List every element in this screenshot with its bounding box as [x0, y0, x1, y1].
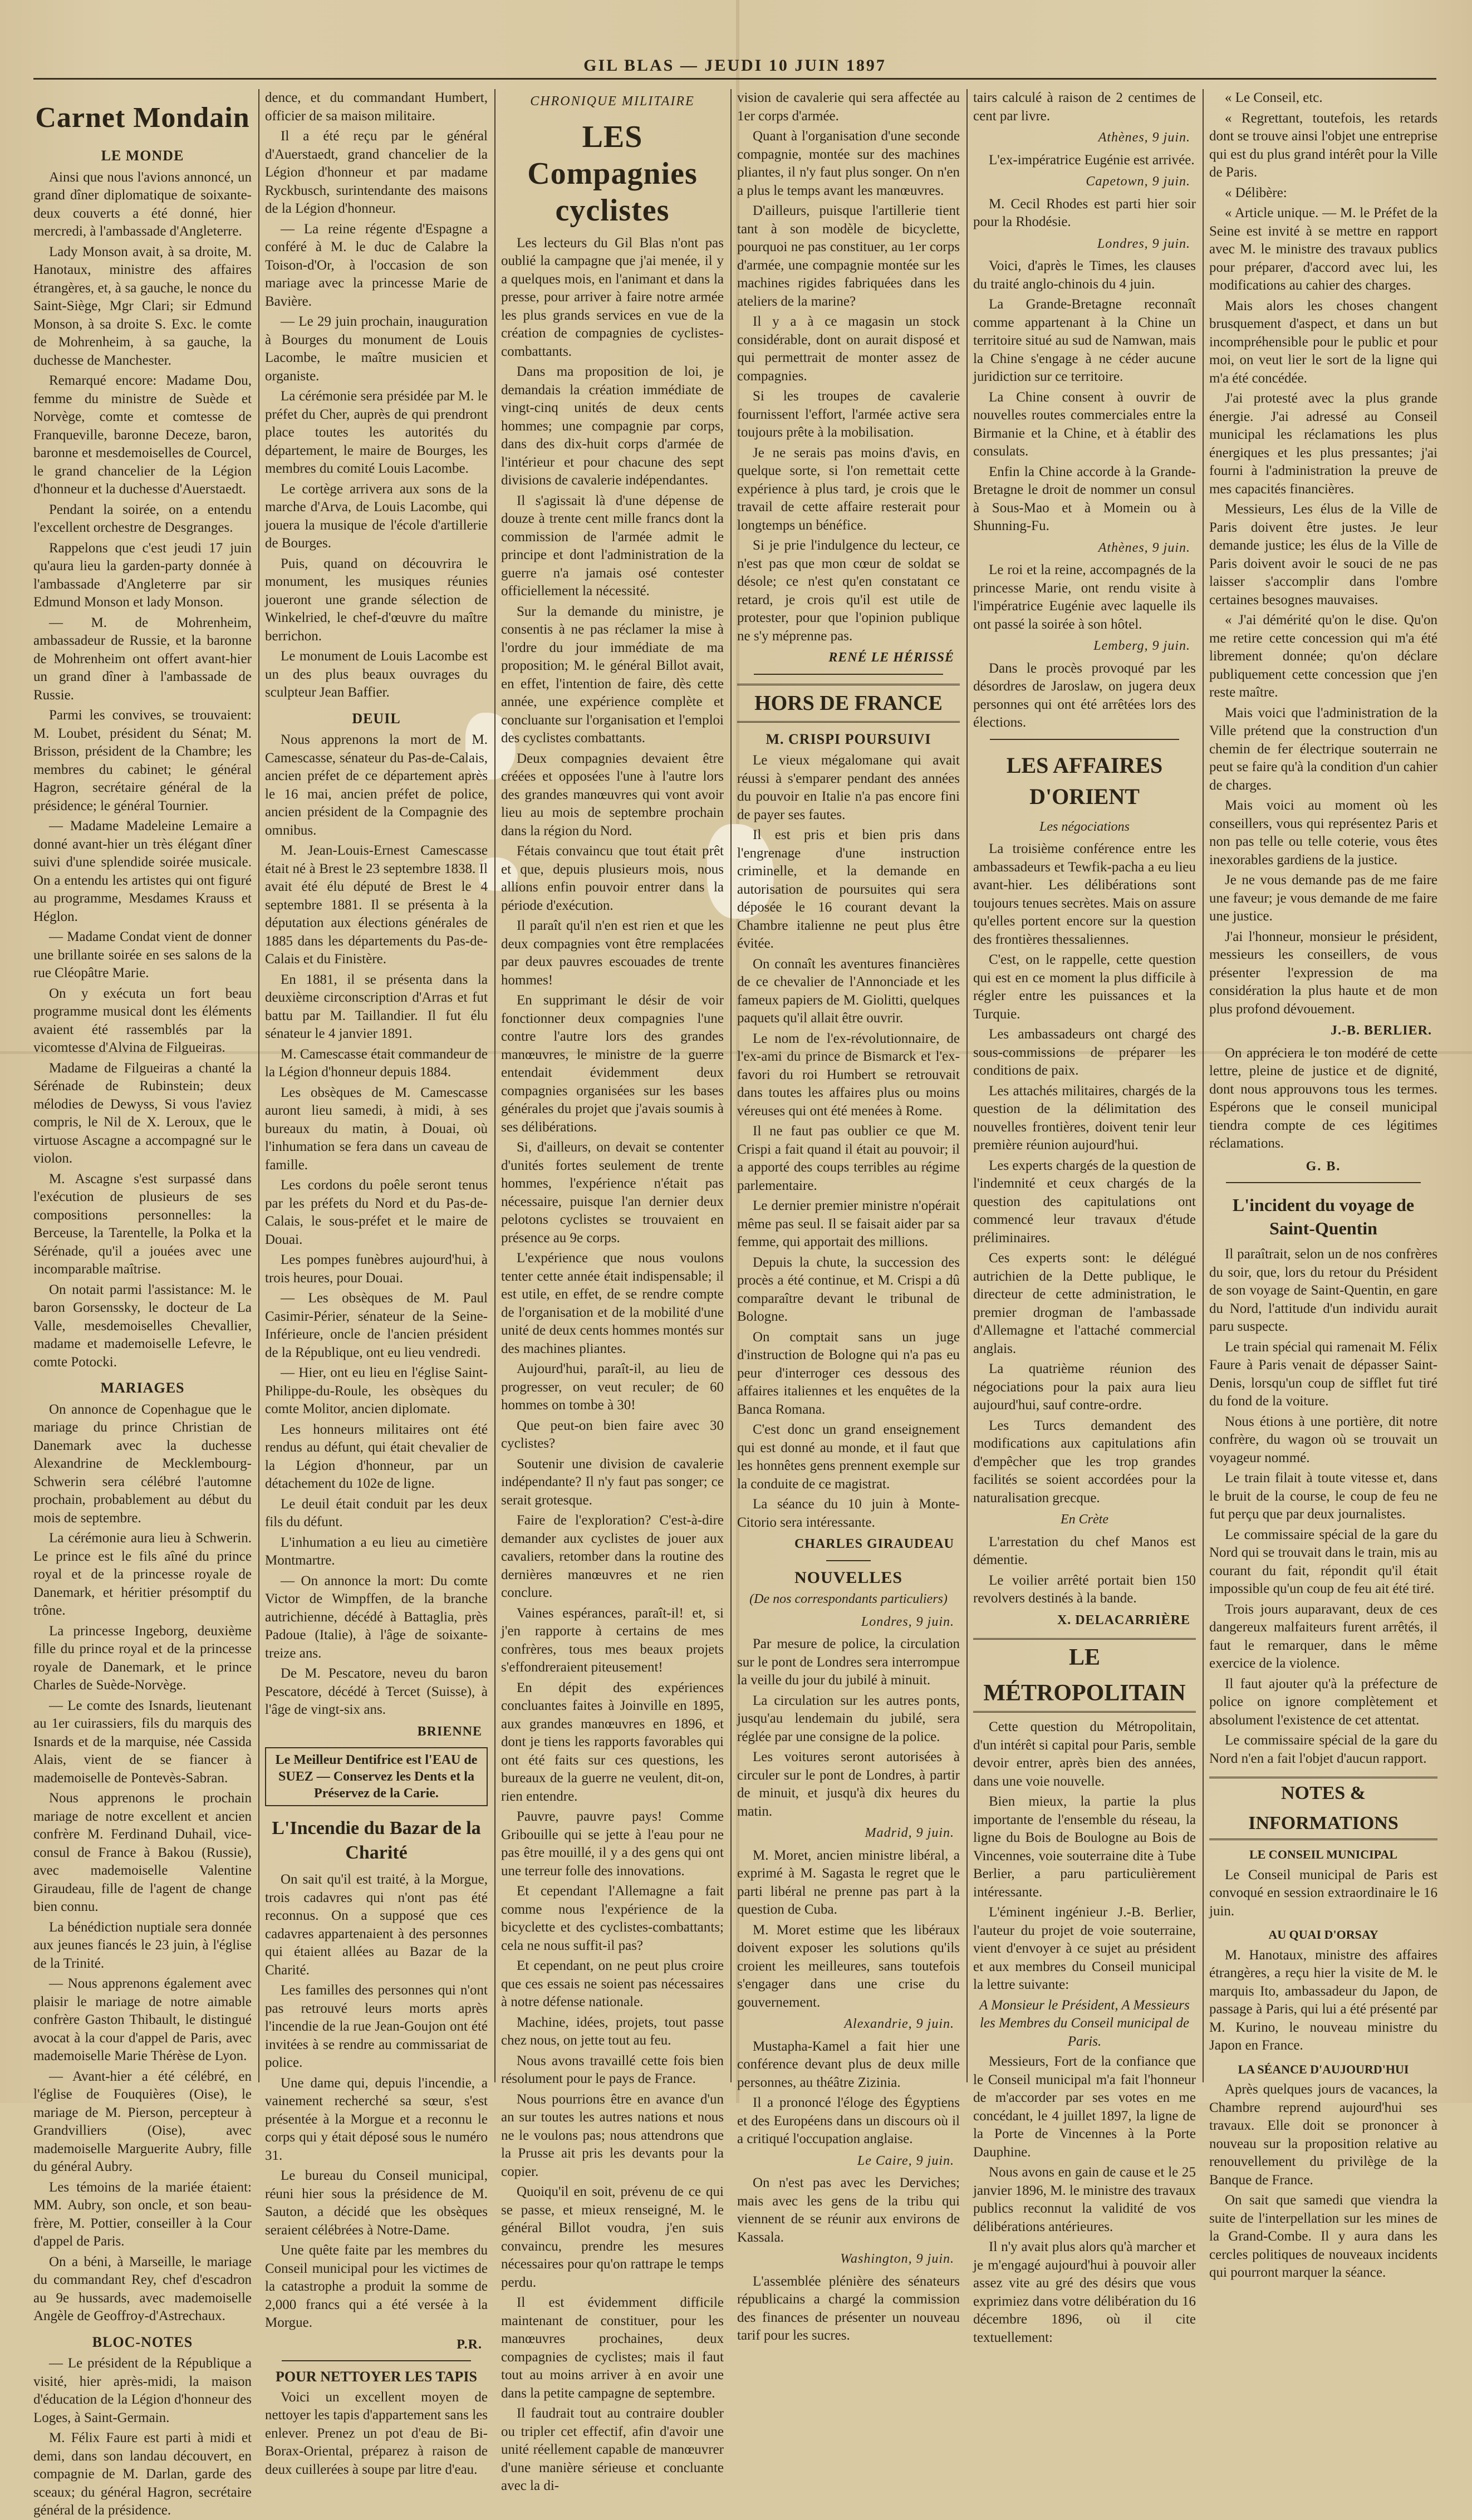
article-paragraph: Le cortège arrivera aux sons de la marche d'Arva, de Louis Lacombe, qui jouera la musique de l'école d'artillerie de Bourges. [265, 481, 488, 551]
article-paragraph: Nous apprenons le prochain mariage de notre excellent et ancien confrère M. Ferdinand Duhail, vice-consul de France à Bakou (Russie), avec mademoiselle Valentine Giraudeau, fille de l'agent de change bien connu. [33, 1791, 252, 1914]
article-paragraph: Si je prie l'indulgence du lecteur, ce n'est pas que mon cœur de soldat se désole; ce n'est qu'en constatant ce retard, je crois qu'il est utile de protester, pour que l'opinion publique ne s'y méprenne pas. [737, 538, 960, 644]
dateline: Alexandrie, 9 juin. [844, 2017, 954, 2031]
article-paragraph: Le dernier premier ministre n'opérait même pas seul. Il se faisait aider par sa femme, qui apportait des millions. [737, 1198, 960, 1249]
article-paragraph: Fétais convaincu que tout était prêt et que, depuis plusieurs mois, nous allions enfin pouvoir entrer dans la période d'exécution. [501, 844, 724, 913]
article-paragraph: Deux compagnies devaient être créées et opposées l'une à l'autre lors des grandes manœuvres qui vont avoir lieu au mois de septembre prochain dans la région du Nord. [501, 751, 724, 839]
column-5 [973, 89, 1196, 2345]
article-paragraph: Il est pris et bien pris dans l'engrenage d'une instruction criminelle, et la demande en autorisation de poursuites qui sera déposée le 16 courant devant la Chambre italienne ne peut plus être évitée. [737, 827, 960, 951]
article-paragraph: Voici un excellent moyen de nettoyer les tapis d'appartement sans les enlever. Prenez un pot d'eau de Bi-Borax-Oriental, préparez à raison de deux cuillerées à soupe par litre d'eau. [265, 2389, 488, 2477]
article-paragraph: — Madame Condat vient de donner une brillante soirée en ses salons de la rue Cléopâtre Marie. [33, 929, 252, 980]
article-paragraph: La troisième conférence entre les ambassadeurs et Tewfik-pacha a eu lieu avant-hier. Les délibérations sont toujours tenues secrètes. Mais on assure qu'elles portent encore sur la question des frontières thessaliennes. [973, 841, 1196, 947]
article-paragraph: Faire de l'exploration? C'est-à-dire demander aux cyclistes de jouer aux cavaliers, retomber dans la routine des dernières manœuvres et ne rien conclure. [501, 1513, 724, 1600]
article-paragraph: Que peut-on bien faire avec 30 cyclistes? [501, 1418, 724, 1451]
article-paragraph: Les obsèques de M. Camescasse auront lieu samedi, à midi, à ses bureaux du matin, à Douai, où l'inhumation se fera dans un caveau de famille. [265, 1085, 488, 1173]
article-paragraph: D'ailleurs, puisque l'artillerie tient tant à son modèle de bicyclette, pourquoi ne pas constituer, au 1er corps d'armée, une compagnie montée sur les machines rigides fabriquées dans les ateliers de la marine? [737, 203, 960, 309]
article-paragraph: Les témoins de la mariée étaient: MM. Aubry, son oncle, et son beau-frère, M. Pottier, conseiller à la Cour d'appel de Paris. [33, 2179, 252, 2249]
article-paragraph: On notait parmi l'assistance: M. le baron Gorsenssky, le docteur de La Valle, mesdemoiselles Chevallier, madame et mademoiselle Lefevre, le comte Potocki. [33, 1282, 252, 1370]
article-paragraph: Dans le procès provoqué par les désordres de Jaroslaw, on jugera deux personnes qui ont été arrêtées lors des élections. [973, 660, 1196, 730]
article-paragraph: Les pompes funèbres aujourd'hui, à trois heures, pour Douai. [265, 1252, 488, 1286]
article-paragraph: Le voilier arrêté portait bien 150 revolvers destinés à la bande. [973, 1572, 1196, 1606]
article-paragraph: Enfin la Chine accorde à la Grande-Bretagne le droit de nommer un consul à Sous-Mao et à Momein ou à Shunning-Fu. [973, 464, 1196, 533]
article-paragraph: La quatrième réunion des négociations pour la paix aura lieu aujourd'hui, sauf contre-ordre. [973, 1361, 1196, 1413]
article-paragraph: L'ex-impératrice Eugénie est arrivée. [989, 152, 1195, 168]
article-paragraph: Les familles des personnes qui n'ont pas retrouvé leurs morts après l'incendie de la rue Jean-Goujon ont été invitées à se rendre au commissariat de police. [265, 1983, 488, 2070]
article-paragraph: Puis, quand on découvrira le monument, les musiques réunies joueront une grande sélection de Winkelried, le chef-d'œuvre du maître berrichon. [265, 556, 488, 644]
section-heading: BLOC-NOTES [92, 2333, 193, 2350]
article-paragraph: On y exécuta un fort beau programme musical dont les éléments avaient été rassemblés par la vicomtesse d'Alvina de Filgueiras. [33, 986, 252, 1055]
article-paragraph: Il faut ajouter qu'à la préfecture de police on ignore complètement et absolument l'existence de cet attentat. [1209, 1676, 1437, 1728]
article-paragraph: La séance du 10 juin à Monte-Citorio sera intéressante. [737, 1497, 960, 1530]
article-paragraph: tairs calculé à raison de 2 centimes de cent par livre. [973, 90, 1196, 124]
section-heading: MARIAGES [100, 1380, 185, 1396]
article-paragraph: Bien mieux, la partie la plus importante de l'ensemble du réseau, la ligne du Bois de Boulogne au Bois de Vincennes, voie souterraine dite à Tube Berlier, a paru particulièrement intéressante. [973, 1794, 1196, 1900]
article-paragraph: Il est évidemment difficile maintenant de constituer, pour les manœuvres prochaines, deux compagnies de cyclistes; mais il faut tout au moins arriver à en avoir une dans la petite campagne de septembre. [501, 2295, 724, 2401]
article-paragraph: Depuis la chute, la succession des procès a été continue, et M. Crispi a dû comparaître devant le tribunal de Bologne. [737, 1254, 960, 1324]
dateline: Athènes, 9 juin. [1098, 130, 1190, 145]
article-paragraph: On comptait sans un juge d'instruction de Bologne qui n'a pas eu peur d'interroger ces dessous des affaires italiennes et les enquêtes de la Banca Romana. [737, 1329, 960, 1417]
article-paragraph: M. Moret, ancien ministre libéral, a exprimé à M. Sagasta le regret que le parti libéral ne prenne pas part à la question de Cuba. [737, 1847, 960, 1917]
divider [754, 674, 943, 675]
dateline: Londres, 9 juin. [1097, 236, 1190, 251]
article-paragraph: — Madame Madeleine Lemaire a donné avant-hier un très élégant dîner suivi d'une splendide soirée musicale. On a entendu les artistes qui ont figuré au programme, Mesdames Krauss et Héglon. [33, 818, 252, 924]
article-paragraph: — Le président de la République a visité, hier après-midi, la maison d'éducation de la Légion d'honneur des Loges, à Saint-Germain. [33, 2356, 252, 2425]
article-paragraph: Messieurs, Les élus de la Ville de Paris doivent être justes. Je leur demande justice; les élus de la Ville de Paris doivent avoir le souci de ne pas laisser s'accomplir dans l'ombre certaines besognes mauvaises. [1209, 502, 1437, 607]
article-title: L'incident du voyage de Saint-Quentin [1232, 1195, 1415, 1238]
article-paragraph: Pendant la soirée, on a entendu l'excellent orchestre de Desgranges. [33, 502, 252, 535]
article-paragraph: En supprimant le désir de voir fonctionner deux compagnies l'une contre l'autre lors des grandes manœuvres, le ministre de la guerre entendait évidemment deux compagnies organisées sur les bases générales du projet que j'avais soumis à ses délibérations. [501, 993, 724, 1135]
article-paragraph: Le train spécial qui ramenait M. Félix Faure à Paris venait de dépasser Saint-Denis, lorsqu'un coup de sifflet fut tiré du fond de la voiture. [1209, 1339, 1437, 1409]
article-paragraph: Il faudrait tout au contraire doubler ou tripler cet effectif, afin d'avoir une unité réellement capable de manœuvrer d'une manière sérieuse et concluante avec la di- [501, 2406, 724, 2493]
article-paragraph: Soutenir une division de cavalerie indépendante? Il n'y faut pas songer; ce serait grotesque. [501, 1456, 724, 1508]
dateline: Lemberg, 9 juin. [1093, 639, 1190, 653]
article-paragraph: Les honneurs militaires ont été rendus au défunt, qui était chevalier de la Légion d'honneur, par un détachement du 102e de ligne. [265, 1421, 488, 1491]
column-6 [1209, 89, 1437, 2280]
article-paragraph: Je ne vous demande pas de me faire une faveur; je vous demande de me faire une justice. [1209, 872, 1437, 924]
section-heading: DEUIL [352, 710, 401, 727]
letter-address: A Monsieur le Président, A Messieurs les Membres du Conseil municipal de Paris. [979, 1997, 1190, 2049]
article-paragraph: En 1881, il se présenta dans la deuxième circonscription d'Arras et fut battu par M. Taillandier. Il fut élu sénateur le 4 janvier 1891. [265, 972, 488, 1041]
article-paragraph: « Le Conseil, etc. [1225, 90, 1323, 105]
article-paragraph: « Délibère: [1225, 185, 1287, 200]
page-header: GIL BLAS — JEUDI 10 JUIN 1897 [33, 53, 1436, 80]
author-signature: G. B. [1306, 1159, 1341, 1174]
article-paragraph: Aujourd'hui, paraît-il, au lieu de progresser, on veut reculer; de 60 hommes on tombe à 30! [501, 1361, 724, 1413]
article-paragraph: « Article unique. — M. le Préfet de la Seine est invité à se mettre en rapport avec M. le ministre des travaux publics pour préparer, d'accord avec lui, les modifications au cahier des charges. [1209, 205, 1437, 293]
article-paragraph: On sait que samedi que viendra la suite de l'interpellation sur les mines de la Grand-Combe. Il y aura dans les cercles politiques de nouveaux incidents qui pourront marquer la séance. [1209, 2193, 1437, 2280]
article-paragraph: L'inhumation a eu lieu au cimetière Montmartre. [265, 1534, 488, 1568]
article-paragraph: L'expérience que nous voulons tenter cette année était indispensable; il est utile, en effet, de se rendre compte de l'organisation et de la mobilité d'une unité de deux cents hommes montés sur des machines pliantes. [501, 1251, 724, 1356]
column-divider [494, 89, 495, 2082]
author-signature: X. DELACARRIÈRE [1057, 1612, 1190, 1627]
article-paragraph: — Hier, ont eu lieu en l'église Saint-Philippe-du-Roule, les obsèques du comte Molitor, ancien diplomate. [265, 1365, 488, 1416]
article-paragraph: Il a été reçu par le général d'Auerstaedt, grand chancelier de la Légion d'honneur et par madame Ryckbusch, surintendante des maisons de la Légion d'honneur. [265, 129, 488, 216]
article-paragraph: On a béni, à Marseille, le mariage du commandant Rey, chef d'escadron au 9e hussards, avec mademoiselle Angèle de Geoffroy-d'Astrechaux. [33, 2254, 252, 2323]
article-title: L'Incendie du Bazar de la Charité [272, 1818, 481, 1863]
column-3 [501, 89, 724, 2493]
article-paragraph: Rappelons que c'est jeudi 17 juin qu'aura lieu la garden-party donnée à l'ambassade d'Angleterre par sir Edmund Monson et lady Monson. [33, 540, 252, 610]
author-signature: BRIENNE [417, 1724, 482, 1739]
article-paragraph: Madame de Filgueiras a chanté la Sérénade de Rubinstein; deux mélodies de Dewyss, Si vous l'aviez compris, le Nil de X. Leroux, que le virtuose Ascagne a accompagné sur le violon. [33, 1060, 252, 1166]
article-paragraph: Mustapha-Kamel a fait hier une conférence devant plus de deux mille personnes, au théâtre Zizinia. [737, 2038, 960, 2090]
article-paragraph: La cérémonie aura lieu à Schwerin. Le prince est le fils aîné du prince royal et de la princesse royale de Danemark, et héritier présomptif du trône. [33, 1531, 252, 1618]
article-paragraph: Mais voici au moment où les conseillers, vous qui représentez Paris et non pas telle ou telle coterie, vous êtes inexorables gardiens de la justice. [1209, 798, 1437, 867]
article-paragraph: On annonce de Copenhague que le mariage du prince Christian de Danemark avec la duchesse Alexandrine de Mecklembourg-Schwerin sera célébré l'automne prochain, probablement au début du mois de septembre. [33, 1401, 252, 1526]
advertisement-box: Le Meilleur Dentifrice est l'EAU de SUEZ — Conservez les Dents et la Préservez de la Carie. [265, 1747, 488, 1806]
article-paragraph: Voici, d'après le Times, les clauses du traité anglo-chinois du 4 juin. [973, 258, 1196, 292]
author-signature: P.R. [457, 2337, 482, 2352]
section-heading: LE MONDE [101, 148, 184, 164]
article-paragraph: Le vieux mégalomane qui avait réussi à s'emparer pendant des années du pouvoir en Italie n'a pas encore fini de payer ses fautes. [737, 753, 960, 822]
dateline: Le Caire, 9 juin. [857, 2153, 954, 2168]
article-paragraph: Nous avons travaillé cette fois bien résolument pour le pays de France. [501, 2053, 724, 2086]
article-paragraph: Il paraît qu'il n'en est rien et que les deux compagnies vont être remplacées par deux pauvres escouades de trente hommes! [501, 918, 724, 988]
divider [826, 1560, 871, 1561]
article-paragraph: En dépit des expériences concluantes faites à Joinville en 1895, aux grandes manœuvres en 1896, et dont je tiens les rapports favorables qui ont été faits sur ces questions, les bureaux de la guerre ne veulent, dit-on, rien entendre. [501, 1680, 724, 1804]
article-paragraph: Le commissaire spécial de la gare du Nord qui se trouvait dans le train, mis au courant du fait, répondit qu'il était impossible qu'un coup de feu ait été tiré. [1209, 1527, 1437, 1596]
article-paragraph: Et cependant l'Allemagne a fait comme nous l'expérience de la bicyclette et des cyclistes-combattants; cela ne nous suffit-il pas? [501, 1884, 724, 1953]
article-paragraph: M. Ascagne s'est surpassé dans l'exécution de plusieurs de ses compositions personnelles: la Berceuse, la Tarentelle, la Polka et la Sérénade, qu'il a jouées avec une incomparable maîtrise. [33, 1171, 252, 1277]
article-paragraph: — Les obsèques de M. Paul Casimir-Périer, sénateur de la Seine-Inférieure, oncle de l'ancien président de la République, ont eu lieu vendredi. [265, 1291, 488, 1360]
article-paragraph: Les voitures seront autorisées à circuler sur le pont de Londres, à partir de minuit, et jusqu'à dix heures du matin. [737, 1749, 960, 1819]
article-paragraph: L'éminent ingénieur J.-B. Berlier, l'auteur du projet de voie souterraine, vient d'envoyer à ce sujet au président et aux membres du Conseil municipal la lettre suivante: [973, 1905, 1196, 1992]
section-subtitle: Les négociations [1039, 819, 1130, 834]
article-paragraph: — Le comte des Isnards, lieutenant au 1er cuirassiers, fils du marquis des Isnards et de la marquise, née Cassida Alais, vient de se fiancer à mademoiselle de Pontevès-Sabran. [33, 1698, 252, 1786]
article-subtitle: LE CONSEIL MUNICIPAL [1249, 1847, 1398, 1861]
section-title: NOUVELLES [794, 1568, 903, 1587]
article-paragraph: Ces experts sont: le délégué autrichien de la Dette publique, le directeur de cette administration, le premier drogman de l'ambassade d'Allemagne et l'attaché commercial anglais. [973, 1251, 1196, 1356]
column-divider [730, 89, 732, 2082]
article-paragraph: C'est donc un grand enseignement qui est donné au monde, et il faut que les honnêtes gens prennent exemple sur la conduite de ce magistrat. [737, 1422, 960, 1492]
article-paragraph: Quoiqu'il en soit, prévenu de ce qui se passe, et mieux renseigné, M. le général Billot voudra, j'en suis convaincu, prendre les mesures nécessaires pour qu'on rattrape le temps perdu. [501, 2184, 724, 2290]
article-paragraph: — La reine régente d'Espagne a conféré à M. le duc de Calabre la Toison-d'Or, à l'occasion de son mariage avec la princesse Marie de Bavière. [265, 221, 488, 309]
article-paragraph: — Nous apprenons également avec plaisir le mariage de notre aimable confrère Gaston Thibault, le distingué avocat à la cour d'appel de Paris, avec mademoiselle Marie Thérèse de Lyon. [33, 1976, 252, 2063]
dateline: Madrid, 9 juin. [865, 1826, 954, 1840]
article-paragraph: — Avant-hier a été célébré, en l'église de Fouquières (Oise), le mariage de M. Pierson, percepteur à Grandvilliers (Oise), avec mademoiselle Marguerite Aubry, fille du général Aubry. [33, 2068, 252, 2174]
column-1 [33, 89, 252, 2518]
article-paragraph: La circulation sur les autres ponts, jusqu'au lendemain du jubilé, sera réglée par une consigne de la police. [737, 1693, 960, 1744]
section-title: HORS DE FRANCE [737, 684, 960, 723]
article-paragraph: Parmi les convives, se trouvaient: M. Loubet, président du Sénat; M. Brisson, président de la Chambre; les membres du cabinet; le général Hagron, secrétaire général de la présidence; le général Tournier. [33, 708, 252, 813]
article-paragraph: J'ai l'honneur, monsieur le président, messieurs les conseillers, de vous présenter l'expression de ma considération la plus haute et de mon plus profond dévouement. [1209, 929, 1437, 1017]
divider [282, 2360, 471, 2361]
article-paragraph: Il n'y avait plus alors qu'à marcher et je m'engagé aujourd'hui à pouvoir aller assez vite au gré des désirs que vous exprimiez dans votre délibération du 16 décembre 1896, où il cite textuellement: [973, 2239, 1196, 2345]
article-paragraph: Le bureau du Conseil municipal, réuni hier sous la présidence de M. Sauton, a décidé que les obsèques seraient célébrées à Notre-Dame. [265, 2168, 488, 2238]
section-title: LES AFFAIRES D'ORIENT [1006, 752, 1163, 809]
section-subtitle: (De nos correspondants particuliers) [749, 1592, 948, 1606]
divider [990, 739, 1179, 740]
article-paragraph: — On annonce la mort: Du comte Victor de Wimpffen, de la branche autrichienne, décédé à Battaglia, près Padoue (Italie), à l'âge de soixante-treize ans. [265, 1573, 488, 1661]
article-paragraph: Le commissaire spécial de la gare du Nord n'en a fait l'objet d'aucun rapport. [1209, 1733, 1437, 1766]
article-paragraph: Le train filait à toute vitesse et, dans le bruit de la course, le coup de feu ne fut perçu que par deux journalistes. [1209, 1470, 1437, 1522]
article-paragraph: Une quête faite par les membres du Conseil municipal pour les victimes de la catastrophe a produit la somme de 2,000 francs qui a été versée à la Morgue. [265, 2243, 488, 2330]
article-paragraph: Le roi et la reine, accompagnés de la princesse Marie, ont rendu visite à l'impératrice Eugénie avec laquelle ils ont passé la soirée à son hôtel. [973, 562, 1196, 632]
article-paragraph: Après quelques jours de vacances, la Chambre reprend aujourd'hui ses travaux. Elle doit se prononcer à nouveau sur la proposition relative au renouvellement du privilège de la Banque de France. [1209, 2082, 1437, 2188]
article-paragraph: « J'ai démérité qu'on le dise. Qu'on me retire cette concession qui m'a été librement donnée; qu'on déclare publiquement cette concession que j'en reste maître. [1209, 612, 1437, 700]
author-signature: CHARLES GIRAUDEAU [794, 1537, 954, 1551]
article-paragraph: On connaît les aventures financières de ce chevalier de l'Annonciade et les fameux papiers de M. Giolitti, quelques paquets qu'il allait être ouvrir. [737, 956, 960, 1026]
section-title: NOTES & INFORMATIONS [1209, 1777, 1437, 1840]
article-paragraph: C'est, on le rappelle, cette question qui est en ce moment la plus difficile à régler entre les puissances et la Turquie. [973, 952, 1196, 1022]
article-paragraph: Pauvre, pauvre pays! Comme Gribouille qui se jette à l'eau pour ne pas être mouillé, il y a des gens qui ont une terreur folle des innovations. [501, 1809, 724, 1879]
article-paragraph: La cérémonie sera présidée par M. le préfet du Cher, auprès de qui prendront place toutes les autorités du département, le maire de Bourges, les membres du comité Louis Lacombe. [265, 389, 488, 476]
divider [1226, 1182, 1421, 1183]
dateline: Athènes, 9 juin. [1098, 540, 1190, 555]
article-paragraph: Par mesure de police, la circulation sur le pont de Londres sera interrompue la veille du jour du jubilé à minuit. [737, 1636, 960, 1688]
article-paragraph: L'assemblée plénière des sénateurs républicains a chargé la commission des finances de présenter un nouveau tarif pour les sucres. [737, 2273, 960, 2343]
article-paragraph: Dans ma proposition de loi, je demandais la création immédiate de vingt-cinq unités de deux cents hommes; une compagnie par corps, dans des dix-huit corps d'armée de l'intérieur et pour chacune des sept divisions de cavalerie indépendantes. [501, 364, 724, 488]
article-paragraph: Mais voici que l'administration de la Ville prétend que la construction d'un chemin de fer électrique souterrain ne peut se faire qu'à la condition d'un cahier de charges. [1209, 705, 1437, 793]
article-paragraph: Les attachés militaires, chargés de la question de la délimitation des nouvelles frontières, doivent tenir leur première réunion aujourd'hui. [973, 1083, 1196, 1153]
article-paragraph: Le monument de Louis Lacombe est un des plus beaux ouvrages du sculpteur Jean Baffier. [265, 649, 488, 700]
article-paragraph: Les experts chargés de la question de l'indemnité et ceux chargés de la question des capitulations ont commencé leur travaux d'étude préliminaires. [973, 1158, 1196, 1246]
article-paragraph: Si, d'ailleurs, on devait se contenter d'unités fortes seulement de trente hommes, l'expérience n'était pas nécessaire, puisque l'an dernier deux pelotons cyclistes se trouvaient en présence au 9e corps. [501, 1140, 724, 1246]
article-paragraph: — Le 29 juin prochain, inauguration à Bourges du monument de Louis Lacombe, le maître musicien et organiste. [265, 314, 488, 384]
section-subtitle: En Crète [1061, 1512, 1108, 1527]
article-paragraph: Il a prononcé l'éloge des Égyptiens et des Européens dans un discours où il a critiqué l'occupation anglaise. [737, 2095, 960, 2146]
article-paragraph: Vaines espérances, paraît-il! et, si j'en rapporte à certains de mes confrères, tous mes beaux projets s'effondreraient piteusement! [501, 1605, 724, 1675]
article-paragraph: Remarqué encore: Madame Dou, femme du ministre de Suède et Norvège, comte et comtesse de Franqueville, baronne Deceze, baron, baronne et mesdemoiselles de Courcel, le grand chancelier de la Légion d'honneur et la duchesse d'Auerstaedt. [33, 373, 252, 497]
article-paragraph: Trois jours auparavant, deux de ces dangereux malfaiteurs furent arrêtés, il faut le remarquer, dans le même exercice de la violence. [1209, 1601, 1437, 1671]
section-kicker: CHRONIQUE MILITAIRE [530, 94, 695, 109]
article-paragraph: Les lecteurs du Gil Blas n'ont pas oublié la campagne que j'ai menée, il y a quelques mois, en l'animant et dans la presse, pour arriver à faire notre armée les plus grands services en vue de la création de compagnies de cyclistes-combattants. [501, 235, 724, 359]
article-paragraph: Le nom de l'ex-révolutionnaire, de l'ex-ami du prince de Bismarck et l'ex-favori du roi Humbert se retrouvait dans toutes les affaires plus ou moins véreuses qui ont été menées à Rome. [737, 1031, 960, 1119]
article-paragraph: Et cependant, on ne peut plus croire que ces essais ne soient pas nécessaires à notre défense nationale. [501, 1958, 724, 2009]
article-paragraph: Les ambassadeurs ont chargé des sous-commissions de préparer les conditions de paix. [973, 1027, 1196, 1078]
article-paragraph: La Chine consent à ouvrir de nouvelles routes commerciales entre la Birmanie et la Chine, et à établir des consulats. [973, 389, 1196, 459]
article-subtitle: AU QUAI D'ORSAY [1268, 1928, 1378, 1942]
article-paragraph: Nous étions à une portière, dit notre confrère, du wagon où se trouvait un voyageur nommé. [1209, 1414, 1437, 1465]
article-paragraph: M. Cecil Rhodes est parti hier soir pour la Rhodésie. [973, 196, 1196, 229]
article-title: LES Compagnies cyclistes [527, 119, 698, 228]
article-paragraph: La princesse Ingeborg, deuxième fille du prince royal et de la princesse royale de Danemark, et le prince Charles de Suède-Norvège. [33, 1623, 252, 1693]
column-divider [258, 89, 259, 2082]
article-paragraph: Les cordons du poêle seront tenus par les préfets du Nord et du Pas-de-Calais, le sous-préfet et le maire de Douai. [265, 1178, 488, 1247]
article-paragraph: Le Conseil municipal de Paris est convoqué en session extraordinaire le 16 juin. [1209, 1867, 1437, 1919]
article-title: POUR NETTOYER LES TAPIS [276, 2369, 477, 2385]
article-paragraph: Ainsi que nous l'avions annoncé, un grand dîner diplomatique de soixante-deux couverts a été donné, hier mercredi, à l'ambassade d'Angleterre. [33, 169, 252, 239]
article-paragraph: Machine, idées, projets, tout passe chez nous, on jette tout au feu. [501, 2014, 724, 2048]
column-divider [966, 89, 968, 2082]
article-paragraph: — M. de Mohrenheim, ambassadeur de Russie, et la baronne de Mohrenheim ont offert avant-hier un grand dîner à l'ambassade de Russie. [33, 615, 252, 703]
article-paragraph: Une dame qui, depuis l'incendie, a vainement recherché sa sœur, s'est présentée à la Morgue et a reconnu le corps qui y était déposé sous le numéro 31. [265, 2075, 488, 2163]
article-paragraph: La bénédiction nuptiale sera donnée aux jeunes fiancés le 23 juin, à l'église de la Trinité. [33, 1919, 252, 1971]
article-paragraph: Il y a à ce magasin un stock considérable, dont on aurait disposé et qui permettrait de monter assez de compagnies. [737, 314, 960, 384]
article-paragraph: Mais alors les choses changent brusquement d'aspect, et dans un but incompréhensible pour le public et pour moi, on veut lier le sort de la ligne qui m'a été concédée. [1209, 298, 1437, 386]
article-paragraph: De M. Pescatore, neveu du baron Pescatore, décédé à Tercet (Suisse), à l'âge de vingt-six ans. [265, 1666, 488, 1717]
article-paragraph: On appréciera le ton modéré de cette lettre, pleine de justice et de dignité, dont nous approuvons tous les termes. Espérons que le conseil municipal tiendra compte de ces légitimes réclamations. [1209, 1045, 1437, 1151]
carnet-mondain-title: Carnet Mondain [35, 102, 250, 134]
article-paragraph: M. Moret estime que les libéraux doivent exposer les solutions qu'ils croient les meilleures, sans toutefois s'engager dans une crise du gouvernement. [737, 1922, 960, 2010]
article-paragraph: M. Félix Faure est parti à midi et demi, dans son landau découvert, en compagnie de M. Darlan, garde des sceaux; du général Hagron, secrétaire général de la présidence. [33, 2430, 252, 2518]
article-paragraph: J'ai protesté avec la plus grande énergie. J'ai adressé au Conseil municipal les réclamations les plus énergiques et les plus pressantes; j'ai fourni à l'administration la preuve de mes capacités financières. [1209, 391, 1437, 497]
article-paragraph: vision de cavalerie qui sera affectée au 1er corps d'armée. [737, 90, 960, 124]
article-paragraph: On sait qu'il est traité, à la Morgue, trois cadavres qui n'ont pas été reconnus. On a supposé que ces cadavres appartenaient à des personnes qui étaient allées au Bazar de la Charité. [265, 1872, 488, 1978]
column-4 [737, 89, 960, 2343]
article-subtitle: M. CRISPI POURSUIVI [766, 730, 931, 747]
article-paragraph: Lady Monson avait, à sa droite, M. Hanotaux, ministre des affaires étrangères, et, à sa gauche, le nonce du Saint-Siège, Mgr Clari; sir Edmund Monson, à sa droite S. Exc. le comte de Mohrenheim, à sa gauche, la duchesse de Manchester. [33, 244, 252, 368]
article-paragraph: M. Camescasse était commandeur de la Légion d'honneur depuis 1884. [265, 1046, 488, 1080]
section-title: LE MÉTROPOLITAIN [973, 1638, 1196, 1713]
dateline: Capetown, 9 juin. [1086, 174, 1190, 189]
article-paragraph: Nous apprenons la mort de M. Camescasse, sénateur du Pas-de-Calais, ancien préfet de ce département après le 16 mai, ancien préfet de police, ancien président de la Compagnie des omnibus. [265, 732, 488, 838]
article-paragraph: L'arrestation du chef Manos est démentie. [973, 1534, 1196, 1567]
article-paragraph: Nous pourrions être en avance d'un an sur toutes les autres nations et nous ne le voulons pas; nous attendrons que la Prusse ait pris les devants pour la copier. [501, 2091, 724, 2179]
article-paragraph: Il paraîtrait, selon un de nos confrères du soir, que, lors du retour du Président de son voyage de Saint-Quentin, en gare du Nord, l'attitude d'un individu aurait paru suspecte. [1209, 1247, 1437, 1334]
article-paragraph: Il s'agissait là d'une dépense de douze à trente cent mille francs dont la commission de l'armée admit le principe et dont l'administration de la guerre n'a jamais osé contester officiellement la nécessité. [501, 493, 724, 599]
author-signature: J.-B. BERLIER. [1330, 1023, 1432, 1038]
article-paragraph: M. Hanotaux, ministre des affaires étrangères, a reçu hier la visite de M. le marquis Ito, ambassadeur du Japon, de passage à Paris, qui lui a été présenté par M. Kurino, le nouveau ministre du Japon en France. [1209, 1947, 1437, 2053]
article-paragraph: M. Jean-Louis-Ernest Camescasse était né à Brest le 23 septembre 1838. Il avait été élu député de Brest le 4 septembre 1881. Il se présenta à la députation aux élections générales de 1885 dans les départements du Pas-de-Calais et du Finistère. [265, 843, 488, 967]
article-paragraph: La Grande-Bretagne reconnaît comme appartenant à la Chine un territoire situé au sud de Namwan, mais la Chine s'engage à ne céder aucune juridiction sur ce territoire. [973, 297, 1196, 384]
dateline: Londres, 9 juin. [861, 1614, 954, 1629]
column-divider [1203, 89, 1204, 2082]
article-paragraph: Les Turcs demandent des modifications aux capitulations afin d'empêcher que les trop grandes facilités se soient accordées pour la naturalisation grecque. [973, 1418, 1196, 1506]
article-paragraph: Messieurs, Fort de la confiance que le Conseil municipal m'a fait l'honneur de m'accorder par ses votes en me concédant, le 4 juillet 1897, la ligne de la Porte de Vincennes à la Porte Dauphine. [973, 2054, 1196, 2160]
article-subtitle: LA SÉANCE D'AUJOURD'HUI [1238, 2062, 1409, 2076]
article-paragraph: Le deuil était conduit par les deux fils du défunt. [265, 1496, 488, 1529]
article-paragraph: Si les troupes de cavalerie fournissent l'effort, l'armée active sera toujours prête à la mobilisation. [737, 389, 960, 440]
article-paragraph: « Regrettant, toutefois, les retards dont se trouve ainsi l'objet une entreprise qui est du plus grand intérêt pour la Ville de Paris. [1209, 110, 1437, 180]
column-2 [265, 89, 488, 2477]
article-paragraph: On n'est pas avec les Derviches; mais avec les gens de la tribu qui viennent de se réunir aux environs de Kassala. [737, 2175, 960, 2245]
author-signature: RENÉ LE HÉRISSÉ [828, 650, 954, 665]
article-paragraph: Il ne faut pas oublier ce que M. Crispi a fait quand il était au pouvoir; il a apporté des coups terribles au régime parlementaire. [737, 1124, 960, 1193]
article-paragraph: Quant à l'organisation d'une seconde compagnie, montée sur des machines pliantes, il n'y faut plus songer. On n'en a plus le temps avant les manœuvres. [737, 129, 960, 198]
dateline: Washington, 9 juin. [840, 2252, 954, 2266]
article-paragraph: dence, et du commandant Humbert, officier de sa maison militaire. [265, 90, 488, 124]
article-paragraph: Cette question du Métropolitain, d'un intérêt si capital pour Paris, semble devoir entrer, après bien des années, dans une voie nouvelle. [973, 1719, 1196, 1789]
article-paragraph: Je ne serais pas moins d'avis, en quelque sorte, si l'on remettait cette expérience à plus tard, je crois que le travail de cette affaire resterait pour longtemps un bénéfice. [737, 445, 960, 533]
article-paragraph: Sur la demande du ministre, je consentis à ne pas réclamer la mise à l'ordre du jour immédiate de ma proposition; M. le général Billot avait, en effet, l'intention de faire, dès cette année, une expérience complète et concluante sur l'organisation et l'emploi des cyclistes combattants. [501, 604, 724, 746]
article-paragraph: Nous avons en gain de cause et le 25 janvier 1896, M. le ministre des travaux publics reconnut la validité de vos délibérations antérieures. [973, 2165, 1196, 2234]
